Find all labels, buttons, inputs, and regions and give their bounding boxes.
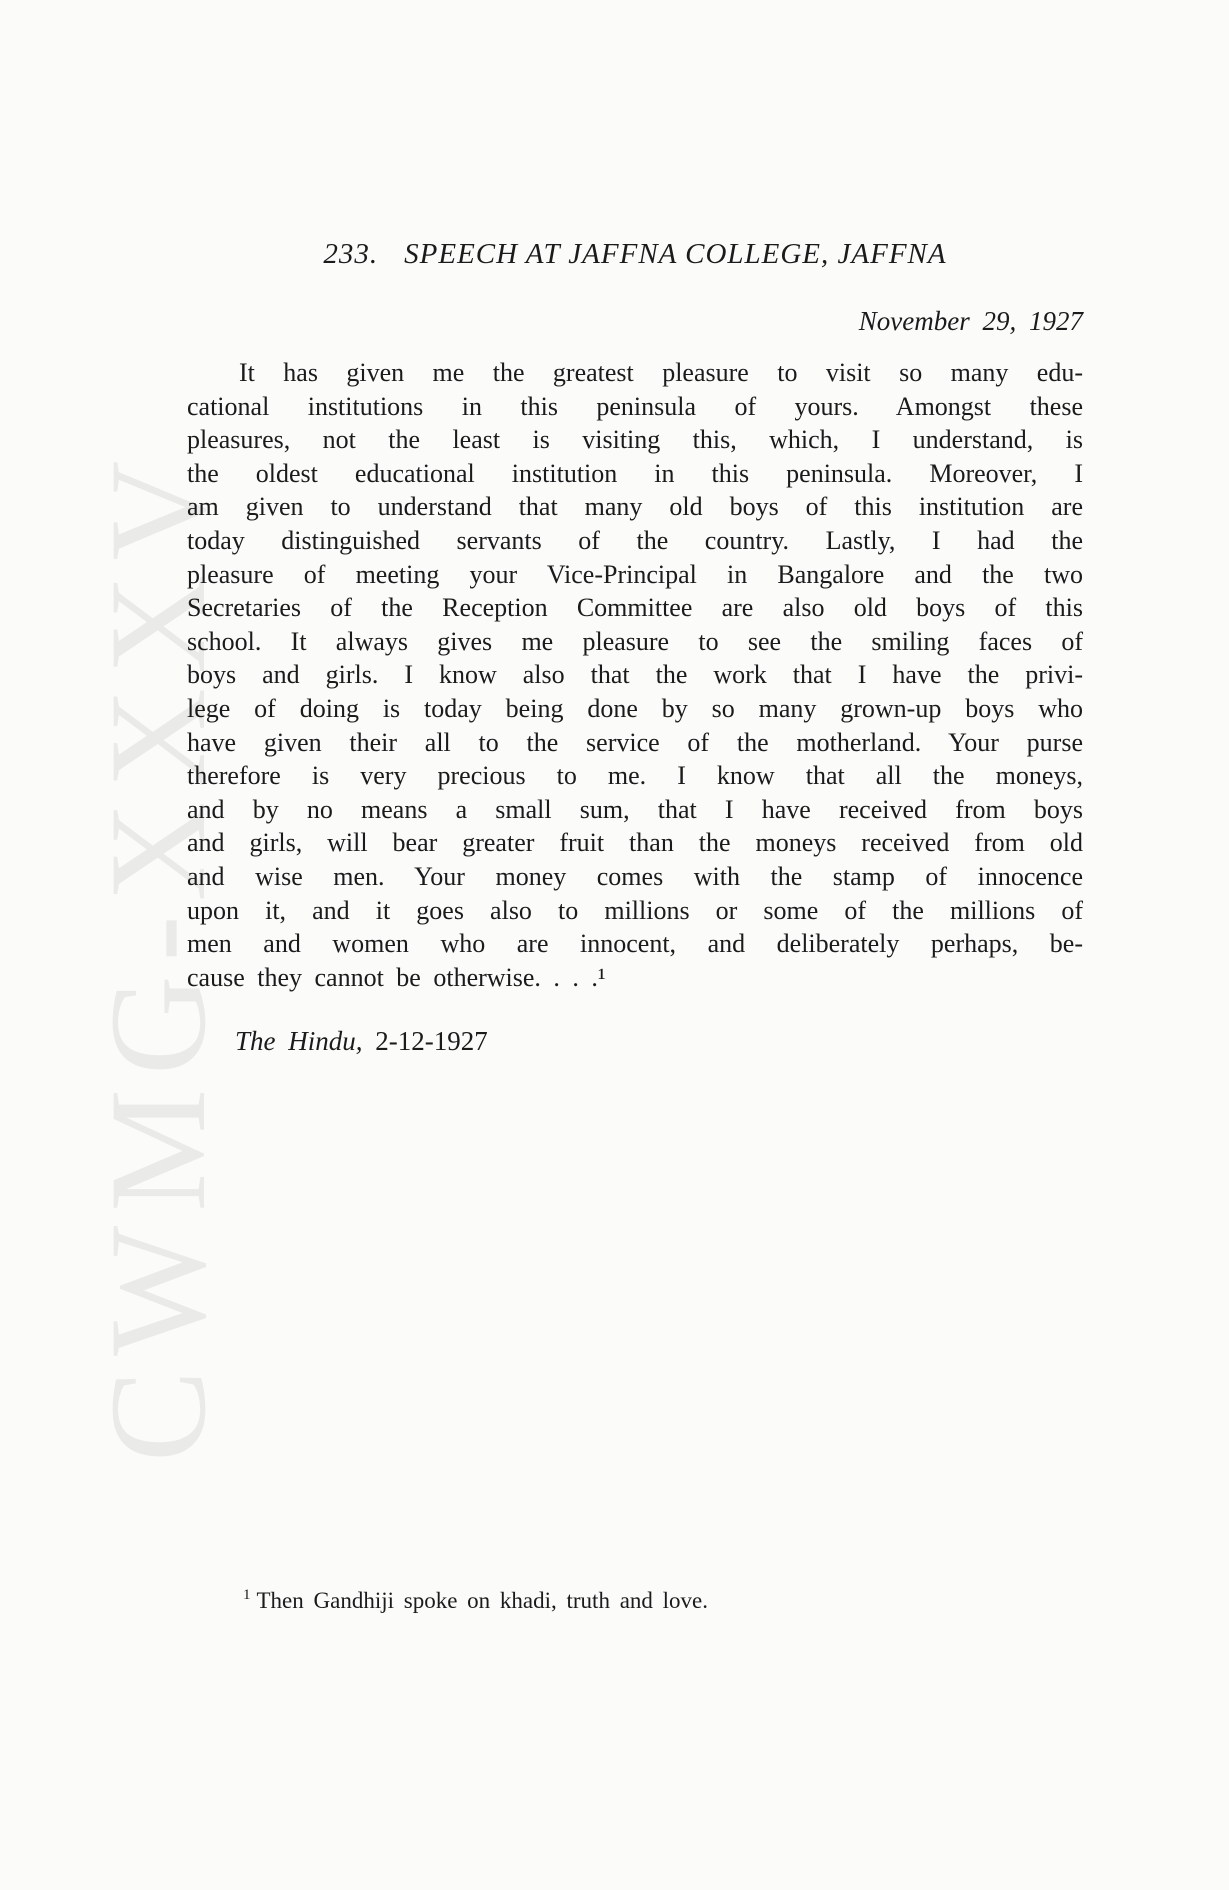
- body-line: cause they cannot be otherwise. . . .¹: [187, 962, 606, 992]
- publication-name: The Hindu,: [235, 1026, 363, 1056]
- body-line: have given their all to the service of the motherland. Your purse: [187, 727, 1083, 757]
- body-line: men and women who are innocent, and deliberately perhaps, be-: [187, 929, 1083, 959]
- footnote-text: Then Gandhiji spoke on khadi, truth and love.: [256, 1588, 709, 1613]
- body-line: cational institutions in this peninsula of yours. Amongst these: [187, 391, 1083, 421]
- dateline: November 29, 1927: [858, 306, 1083, 336]
- body-line: pleasure of meeting your Vice-Principal in Bangalore and the two: [187, 559, 1083, 589]
- body-line: and girls, will bear greater fruit than the moneys received from old: [187, 828, 1083, 858]
- source-date: 2-12-1927: [375, 1026, 488, 1056]
- body-line: and wise men. Your money comes with the stamp of innocence: [187, 861, 1083, 891]
- article-title: SPEECH AT JAFFNA COLLEGE, JAFFNA: [404, 238, 947, 270]
- footnote-marker: 1: [243, 1587, 251, 1604]
- article-heading: [187, 238, 1083, 271]
- body-line: boys and girls. I know also that the work that I have the privi-: [187, 660, 1083, 690]
- body-line: Secretaries of the Reception Committee are also old boys of this: [187, 593, 1083, 623]
- article-number: 233.: [323, 238, 379, 270]
- body-line: am given to understand that many old boys of this institution are: [187, 492, 1083, 522]
- cwmg-volume-watermark: CWMG-XXXV: [81, 446, 234, 1462]
- speech-paragraph: [187, 356, 1083, 994]
- body-line: school. It always gives me pleasure to see the smiling faces of: [187, 626, 1083, 656]
- body-line: lege of doing is today being done by so many grown-up boys who: [187, 693, 1083, 723]
- body-line: and by no means a small sum, that I have received from boys: [187, 794, 1083, 824]
- body-line: upon it, and it goes also to millions or some of the millions of: [187, 895, 1083, 925]
- body-line: today distinguished servants of the country. Lastly, I had the: [187, 525, 1083, 555]
- body-line: therefore is very precious to me. I know that all the moneys,: [187, 761, 1083, 791]
- body-line: the oldest educational institution in this peninsula. Moreover, I: [187, 458, 1083, 488]
- body-line: It has given me the greatest pleasure to visit so many edu-: [239, 358, 1083, 387]
- body-line: pleasures, not the least is visiting this, which, I understand, is: [187, 425, 1083, 455]
- source-line: [187, 1026, 1083, 1057]
- footnote: [187, 1588, 1083, 1614]
